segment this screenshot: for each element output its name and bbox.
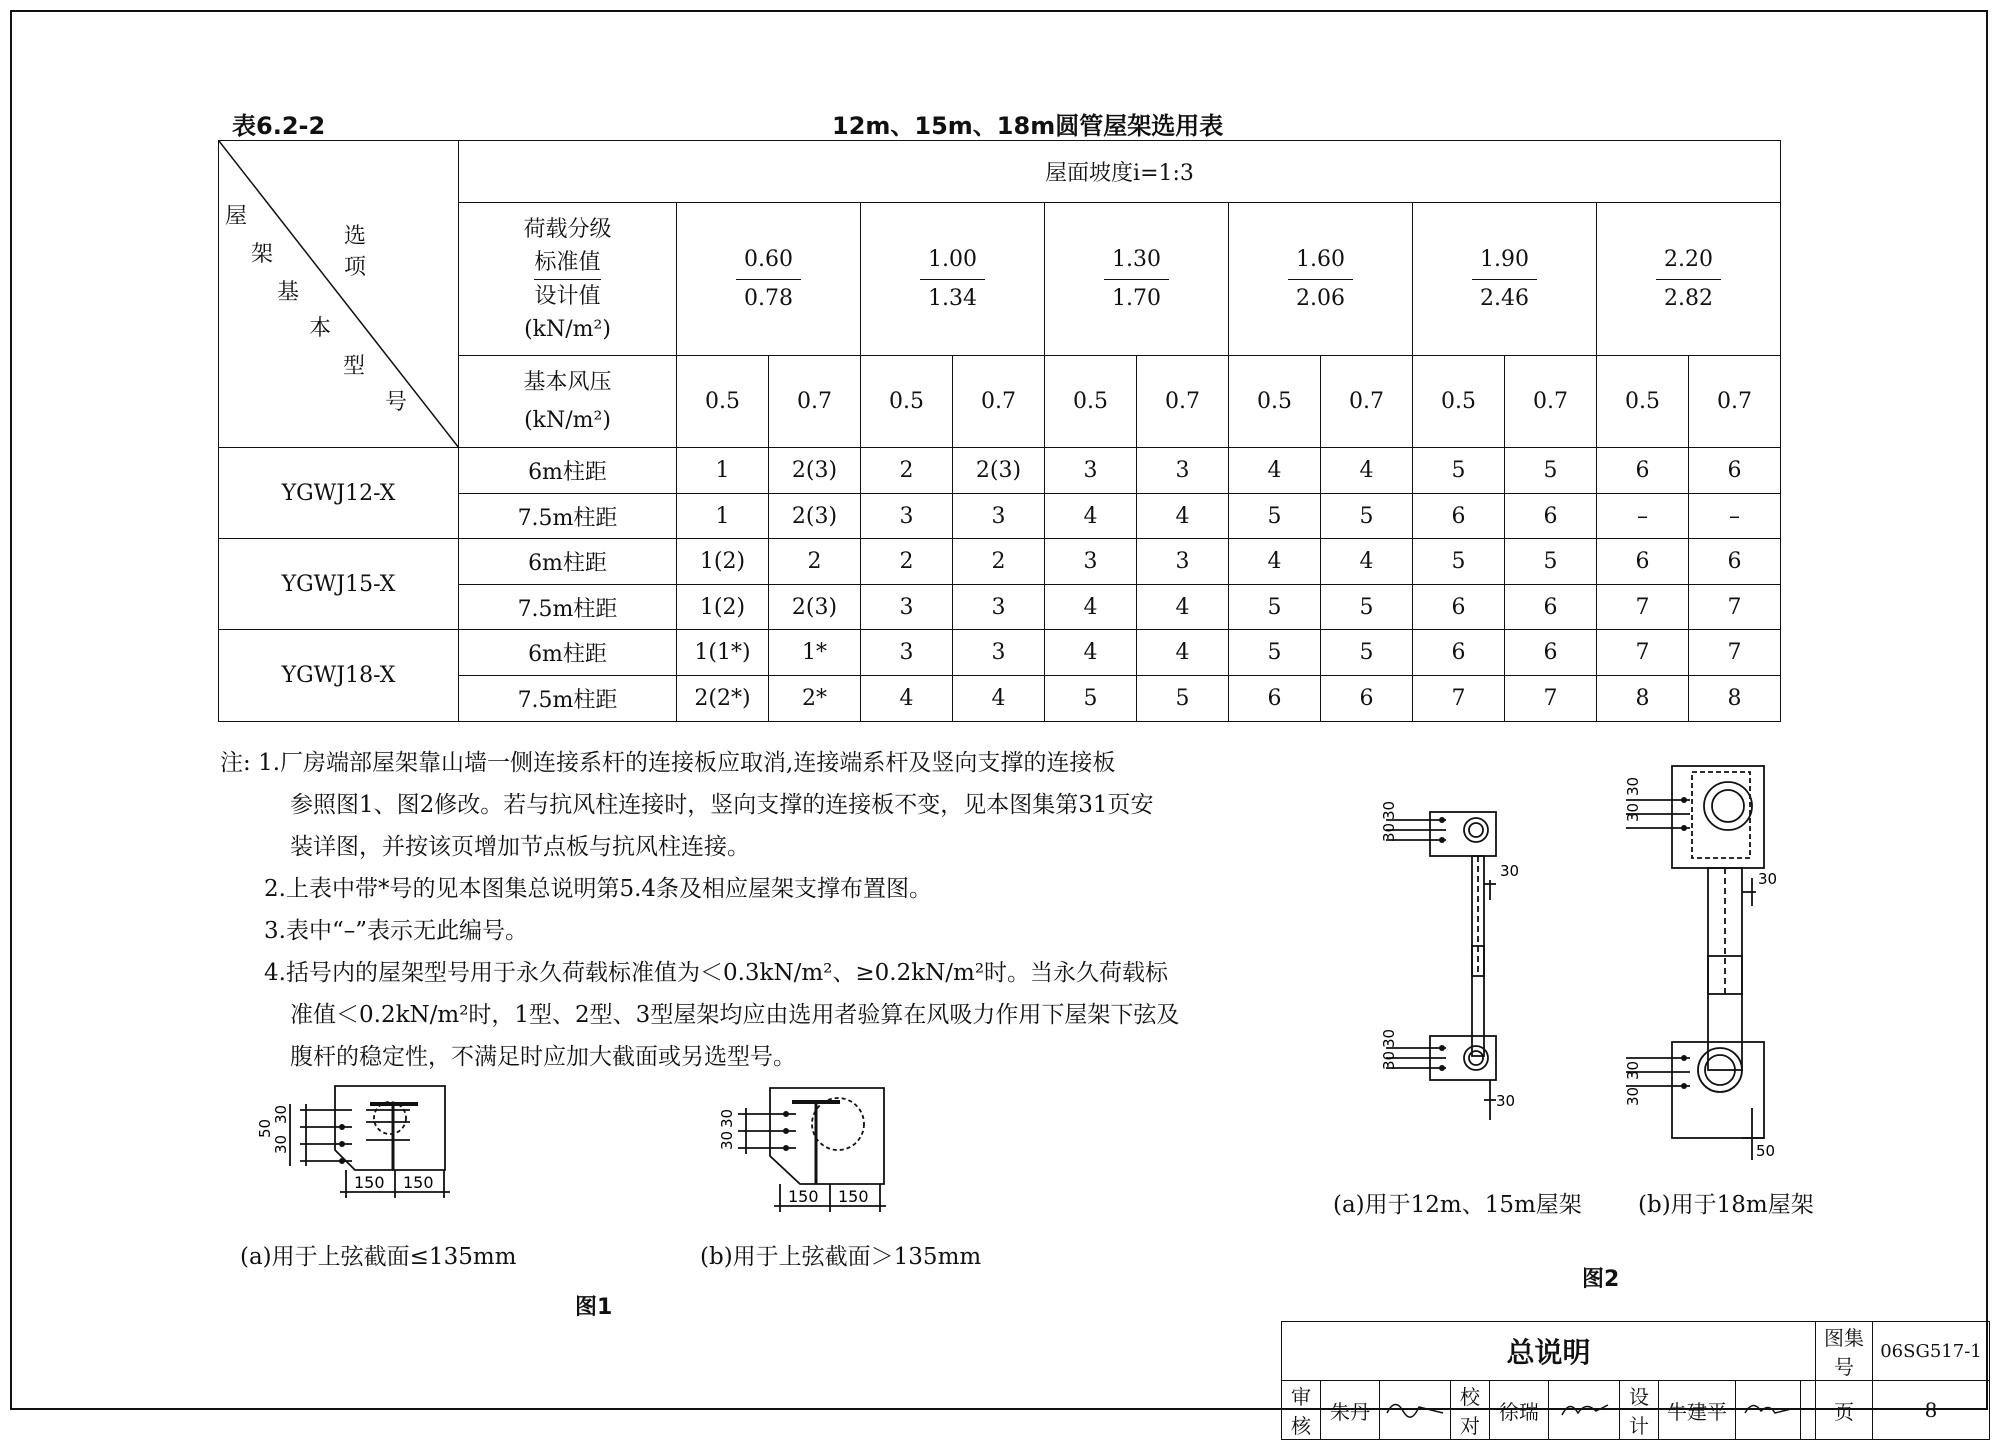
value-cell: 6 xyxy=(1505,630,1597,676)
note-1b: 参照图1、图2修改。若与抗风柱连接时，竖向支撑的连接板不变，见本图集第31页安 xyxy=(290,792,1154,818)
table-row xyxy=(219,539,1781,585)
value-cell: 1* xyxy=(769,630,861,676)
fig2b-dim-30: 30 xyxy=(1624,1086,1642,1106)
value-cell: 5 xyxy=(1321,585,1413,630)
load-standard: 2.20 xyxy=(1656,241,1721,280)
value-cell: 4 xyxy=(1229,539,1321,585)
wind-value: 0.7 xyxy=(1321,356,1413,448)
value-cell: 6 xyxy=(1597,448,1689,494)
load-label-4: (kN/m²) xyxy=(524,316,611,342)
fig2b-dim-30: 30 xyxy=(1624,1060,1642,1080)
signature-icon xyxy=(1383,1393,1447,1423)
figure1b-bolts xyxy=(783,1111,789,1151)
fig2b-dim-30: 30 xyxy=(1624,776,1642,796)
value-cell: 6 xyxy=(1689,539,1781,585)
value-cell: 3 xyxy=(1137,539,1229,585)
blank-cell xyxy=(1801,1381,1816,1440)
value-cell: 5 xyxy=(1413,448,1505,494)
value-cell: 4 xyxy=(1321,448,1413,494)
load-level xyxy=(677,203,861,356)
wind-value: 0.7 xyxy=(1689,356,1781,448)
value-cell: 6 xyxy=(1413,585,1505,630)
value-cell: 5 xyxy=(1505,539,1597,585)
load-label-cell xyxy=(459,203,677,356)
notes-block xyxy=(220,742,1179,1078)
value-cell: 6 xyxy=(1689,448,1781,494)
value-cell: 5 xyxy=(1229,630,1321,676)
wind-value: 0.5 xyxy=(861,356,953,448)
value-cell: 6 xyxy=(1413,630,1505,676)
model-cell: YGWJ15-X xyxy=(219,539,459,630)
value-cell: 7 xyxy=(1413,676,1505,722)
value-cell: 6 xyxy=(1321,676,1413,722)
check-label: 校对 xyxy=(1451,1381,1490,1440)
spacing-cell: 6m柱距 xyxy=(459,539,677,585)
load-label-1: 荷载分级 xyxy=(523,216,612,242)
value-cell: 2* xyxy=(769,676,861,722)
diag-label-top: 选 项 xyxy=(343,224,404,280)
slope-header: 屋面坡度i=1:3 xyxy=(459,141,1781,203)
value-cell: 2(3) xyxy=(953,448,1045,494)
value-cell: 6 xyxy=(1413,494,1505,539)
load-standard: 1.00 xyxy=(920,241,985,280)
value-cell: 4 xyxy=(861,676,953,722)
value-cell: 2 xyxy=(861,448,953,494)
model-cell: YGWJ18-X xyxy=(219,630,459,722)
figure2-title: 图2 xyxy=(1582,1267,1620,1292)
fig2b-dim-30: 30 xyxy=(1758,870,1778,888)
model-cell: YGWJ12-X xyxy=(219,448,459,539)
wind-value: 0.5 xyxy=(1597,356,1689,448)
value-cell: 5 xyxy=(1505,448,1597,494)
value-cell: 8 xyxy=(1597,676,1689,722)
load-design: 1.34 xyxy=(928,285,977,311)
value-cell: 2(3) xyxy=(769,494,861,539)
figure1b-caption: (b)用于上弦截面＞135mm xyxy=(700,1244,982,1270)
load-label-2: 标准值 xyxy=(534,246,600,280)
value-cell: 6 xyxy=(1229,676,1321,722)
load-standard: 1.90 xyxy=(1472,241,1537,280)
spacing-cell: 6m柱距 xyxy=(459,630,677,676)
value-cell: 7 xyxy=(1689,585,1781,630)
designer-signature xyxy=(1736,1381,1801,1440)
figure2b-caption: (b)用于18m屋架 xyxy=(1638,1192,1814,1218)
diagonal-header-cell xyxy=(219,141,459,448)
load-level xyxy=(1229,203,1413,356)
value-cell: 1(1*) xyxy=(677,630,769,676)
load-standard: 0.60 xyxy=(736,241,801,280)
load-design: 2.82 xyxy=(1664,285,1713,311)
wind-label-2: (kN/m²) xyxy=(524,407,611,433)
value-cell: 3 xyxy=(861,585,953,630)
wind-value: 0.7 xyxy=(1505,356,1597,448)
title-block xyxy=(1281,1321,1990,1440)
fig1b-dim-150: 150 xyxy=(788,1187,819,1206)
load-level xyxy=(1597,203,1781,356)
value-cell: 3 xyxy=(861,630,953,676)
value-cell: 1(2) xyxy=(677,539,769,585)
value-cell: 4 xyxy=(1321,539,1413,585)
fig1a-dim-30: 30 xyxy=(272,1134,290,1154)
value-cell: 5 xyxy=(1137,676,1229,722)
note-3: 3.表中“–”表示无此编号。 xyxy=(264,918,528,944)
figure2b-member xyxy=(1626,766,1764,1160)
value-cell: 1(2) xyxy=(677,585,769,630)
page-label: 页 xyxy=(1816,1381,1873,1440)
value-cell: 4 xyxy=(953,676,1045,722)
value-cell: 5 xyxy=(1321,494,1413,539)
value-cell: 3 xyxy=(1045,448,1137,494)
value-cell: 4 xyxy=(1045,494,1137,539)
value-cell: 3 xyxy=(953,494,1045,539)
load-design: 2.46 xyxy=(1480,285,1529,311)
value-cell: 2 xyxy=(953,539,1045,585)
value-cell: 5 xyxy=(1413,539,1505,585)
fig2b-dim-50: 50 xyxy=(1756,1142,1776,1160)
value-cell: 4 xyxy=(1045,585,1137,630)
spacing-cell: 7.5m柱距 xyxy=(459,494,677,539)
load-design: 1.70 xyxy=(1112,285,1161,311)
table-row xyxy=(219,630,1781,676)
note-1a: 1.厂房端部屋架靠山墙一侧连接系杆的连接板应取消,连接端系杆及竖向支撑的连接板 xyxy=(258,750,1116,776)
load-level xyxy=(1413,203,1597,356)
load-level xyxy=(861,203,1045,356)
value-cell: 5 xyxy=(1045,676,1137,722)
drawing-title: 总说明 xyxy=(1282,1322,1816,1381)
designer-name: 牛建平 xyxy=(1659,1381,1736,1440)
figure2b-bolts xyxy=(1681,797,1687,1089)
value-cell: 6 xyxy=(1597,539,1689,585)
value-cell: 3 xyxy=(1137,448,1229,494)
fig2a-dim-30: 30 xyxy=(1380,800,1398,820)
wind-label-cell xyxy=(459,356,677,448)
atlas-label: 图集号 xyxy=(1816,1322,1873,1381)
value-cell: 2 xyxy=(861,539,953,585)
note-4a: 4.括号内的屋架型号用于永久荷载标准值为＜0.3kN/m²、≥0.2kN/m²时。当永久荷载标 xyxy=(264,960,1169,986)
value-cell: 4 xyxy=(1137,630,1229,676)
value-cell: 3 xyxy=(861,494,953,539)
wind-value: 0.7 xyxy=(1137,356,1229,448)
wind-value: 0.5 xyxy=(1045,356,1137,448)
wind-value: 0.5 xyxy=(1229,356,1321,448)
table-title: 12m、15m、18m圆管屋架选用表 xyxy=(832,112,1224,140)
value-cell: 1 xyxy=(677,494,769,539)
value-cell: 4 xyxy=(1229,448,1321,494)
note-2: 2.上表中带*号的见本图集总说明第5.4条及相应屋架支撑布置图。 xyxy=(264,876,933,902)
value-cell: 6 xyxy=(1505,585,1597,630)
value-cell: – xyxy=(1689,494,1781,539)
fig2a-dim-30: 30 xyxy=(1380,822,1398,842)
value-cell: 2 xyxy=(769,539,861,585)
value-cell: 3 xyxy=(953,585,1045,630)
table-row xyxy=(219,448,1781,494)
checker-signature xyxy=(1549,1381,1620,1440)
wind-value: 0.5 xyxy=(677,356,769,448)
fig1b-dim-150: 150 xyxy=(838,1187,869,1206)
note-1c: 装详图，并按该页增加节点板与抗风柱连接。 xyxy=(290,834,750,860)
value-cell: 3 xyxy=(1045,539,1137,585)
review-label: 审核 xyxy=(1282,1381,1321,1440)
note-4b: 准值＜0.2kN/m²时，1型、2型、3型屋架均应由选用者验算在风吸力作用下屋架下弦及 xyxy=(290,1002,1180,1028)
fig2b-dim-30: 30 xyxy=(1624,802,1642,822)
fig1a-dim-30: 30 xyxy=(272,1104,290,1124)
value-cell: 5 xyxy=(1321,630,1413,676)
value-cell: 3 xyxy=(953,630,1045,676)
fig1b-dim-30: 30 xyxy=(718,1108,736,1128)
value-cell: – xyxy=(1597,494,1689,539)
table-number: 表6.2-2 xyxy=(232,112,326,140)
load-label-3: 设计值 xyxy=(534,283,601,309)
figure2-drawings xyxy=(1380,760,1820,1170)
page-number: 8 xyxy=(1873,1381,1990,1440)
wind-label-1: 基本风压 xyxy=(523,369,612,395)
design-label: 设计 xyxy=(1620,1381,1659,1440)
load-design: 2.06 xyxy=(1296,285,1345,311)
value-cell: 7 xyxy=(1689,630,1781,676)
load-standard: 1.30 xyxy=(1104,241,1169,280)
fig1b-dim-30: 30 xyxy=(718,1130,736,1150)
figure1a-caption: (a)用于上弦截面≤135mm xyxy=(240,1244,517,1270)
reviewer-name: 朱丹 xyxy=(1321,1381,1380,1440)
value-cell: 1 xyxy=(677,448,769,494)
value-cell: 4 xyxy=(1137,585,1229,630)
fig1a-dim-150: 150 xyxy=(354,1173,385,1192)
fig1a-dim-50: 50 xyxy=(256,1118,274,1138)
fig2a-dim-30: 30 xyxy=(1496,1092,1516,1110)
figure2a-bolts xyxy=(1439,817,1445,1071)
notes-prefix: 注: xyxy=(220,750,251,776)
figure1-title: 图1 xyxy=(575,1295,613,1320)
value-cell: 4 xyxy=(1137,494,1229,539)
value-cell: 7 xyxy=(1505,676,1597,722)
spacing-cell: 7.5m柱距 xyxy=(459,676,677,722)
diag-label-bottom: 屋 架 基 本 型 号 xyxy=(225,204,408,415)
checker-name: 徐瑞 xyxy=(1490,1381,1549,1440)
spacing-cell: 6m柱距 xyxy=(459,448,677,494)
load-design: 0.78 xyxy=(744,285,793,311)
fig2a-dim-30: 30 xyxy=(1500,862,1520,880)
wind-value: 0.5 xyxy=(1413,356,1505,448)
value-cell: 7 xyxy=(1597,585,1689,630)
signature-icon xyxy=(1552,1393,1616,1423)
load-standard: 1.60 xyxy=(1288,241,1353,280)
reviewer-signature xyxy=(1380,1381,1451,1440)
value-cell: 6 xyxy=(1505,494,1597,539)
truss-selection-table xyxy=(218,140,1781,722)
value-cell: 2(3) xyxy=(769,448,861,494)
value-cell: 8 xyxy=(1689,676,1781,722)
value-cell: 2(2*) xyxy=(677,676,769,722)
atlas-number: 06SG517-1 xyxy=(1873,1322,1990,1381)
value-cell: 2(3) xyxy=(769,585,861,630)
value-cell: 5 xyxy=(1229,494,1321,539)
fig2a-dim-30: 30 xyxy=(1380,1050,1398,1070)
signature-icon xyxy=(1739,1393,1797,1423)
figure2a-member xyxy=(1386,812,1496,1120)
note-4c: 腹杆的稳定性，不满足时应加大截面或另选型号。 xyxy=(290,1044,796,1070)
wind-value: 0.7 xyxy=(769,356,861,448)
fig2a-dim-30: 30 xyxy=(1380,1028,1398,1048)
figure1-drawings xyxy=(240,1070,1000,1220)
fig1a-dim-150: 150 xyxy=(403,1173,434,1192)
load-level xyxy=(1045,203,1229,356)
spacing-cell: 7.5m柱距 xyxy=(459,585,677,630)
value-cell: 7 xyxy=(1597,630,1689,676)
wind-value: 0.7 xyxy=(953,356,1045,448)
value-cell: 5 xyxy=(1229,585,1321,630)
figure2a-caption: (a)用于12m、15m屋架 xyxy=(1333,1192,1582,1218)
value-cell: 4 xyxy=(1045,630,1137,676)
